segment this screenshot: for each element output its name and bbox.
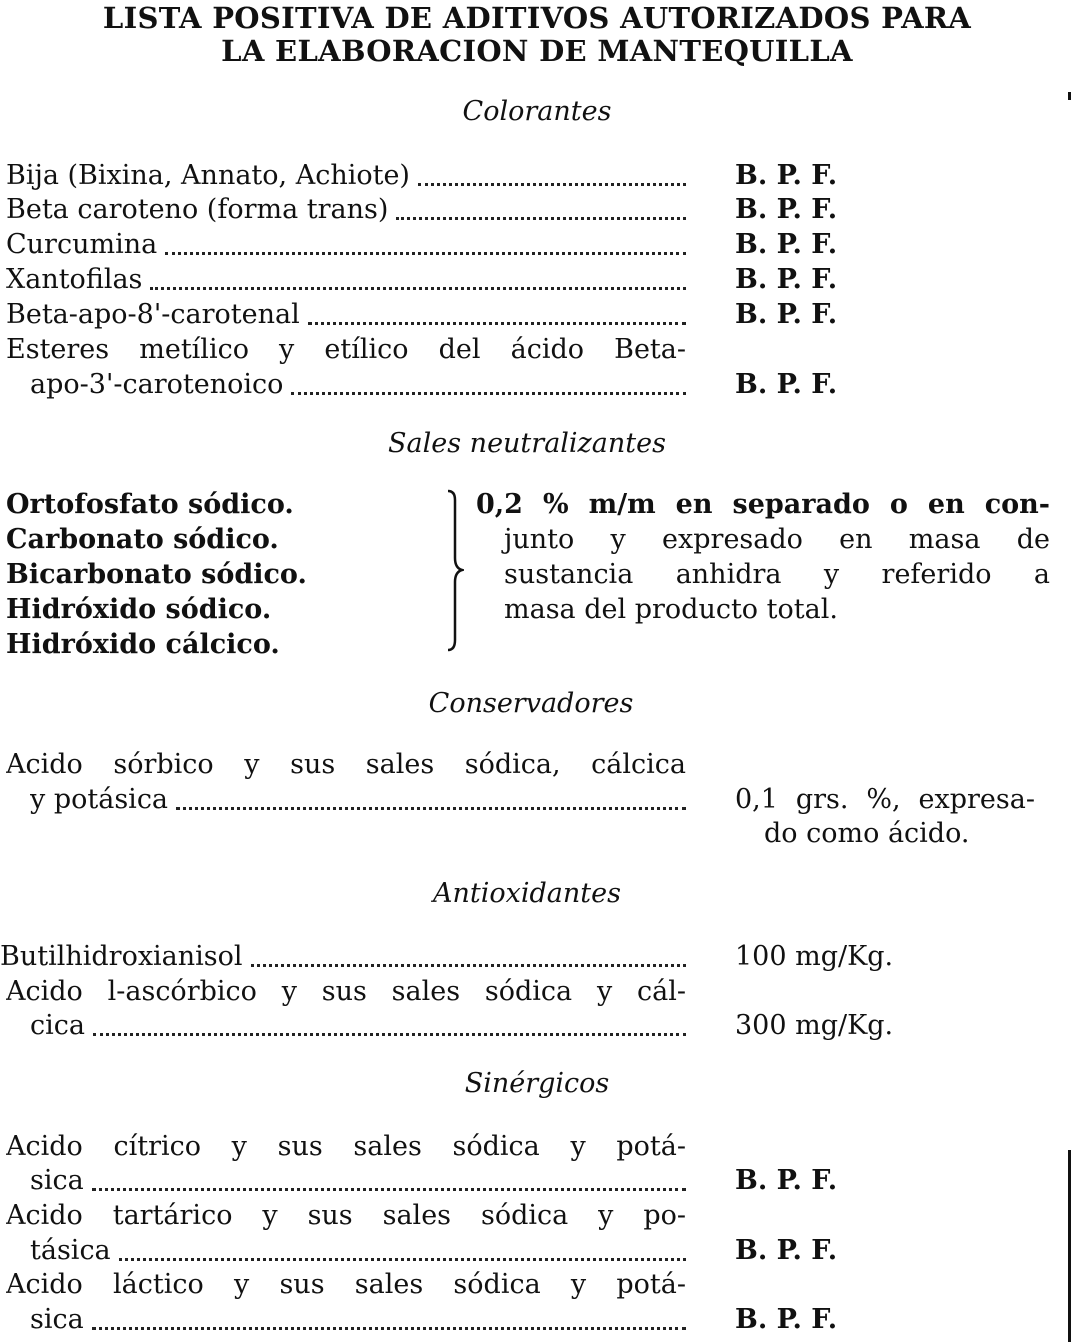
antioxidante-item-1: Butilhidroxianisol <box>0 940 686 974</box>
dot-leader <box>251 964 686 967</box>
salt-item: Hidróxido sódico. <box>6 594 272 625</box>
esteres-line-2: apo-3'-carotenoico <box>30 368 686 402</box>
list-item-colorante: Bija (Bixina, Annato, Achiote) <box>6 159 686 193</box>
list-item-colorante: Xantofilas <box>6 263 686 297</box>
sinergico-item-line-1: Acido cítrico y sus sales sódica y potá- <box>6 1131 686 1162</box>
sinergico-value: B. P. F. <box>735 1304 838 1335</box>
conservador-line-1: Acido sórbico y sus sales sódica, cálcica <box>6 749 686 780</box>
salt-item: Bicarbonato sódico. <box>6 559 307 590</box>
sinergico-item-line-2: tásica <box>30 1234 686 1268</box>
note-line: sustancia anhidra y referido a <box>504 559 1050 590</box>
colorante-value: B. P. F. <box>735 264 838 295</box>
salt-item: Ortofosfato sódico. <box>6 489 294 520</box>
sinergico-item-line-2: sica <box>30 1303 686 1337</box>
conservador-value-line-2: do como ácido. <box>764 818 970 849</box>
sinergico-value: B. P. F. <box>735 1235 838 1266</box>
list-item-colorante: Beta-apo-8'-carotenal <box>6 298 686 332</box>
antioxidante-value-2: 300 mg/Kg. <box>735 1010 894 1041</box>
sinergico-value: B. P. F. <box>735 1165 838 1196</box>
conservador-line-2: y potásica <box>30 783 686 817</box>
title-line-2: LA ELABORACION DE MANTEQUILLA <box>221 34 853 68</box>
colorante-value: B. P. F. <box>735 299 838 330</box>
dot-leader <box>150 287 686 290</box>
sinergico-item-line-2: sica <box>30 1164 686 1198</box>
list-item-colorante: Beta caroteno (forma trans) <box>6 193 686 227</box>
esteres-value: B. P. F. <box>735 369 838 400</box>
title-line-1: LISTA POSITIVA DE ADITIVOS AUTORIZADOS PARA <box>102 1 972 35</box>
document-title <box>0 2 1074 68</box>
list-item-colorante: Curcumina <box>6 228 686 262</box>
section-heading-sinergicos: Sinérgicos <box>464 1068 610 1099</box>
dot-leader <box>308 322 686 325</box>
salt-item: Carbonato sódico. <box>6 524 279 555</box>
colorante-value: B. P. F. <box>735 194 838 225</box>
right-brace <box>440 488 464 653</box>
dot-leader <box>291 392 686 395</box>
dot-leader <box>165 252 686 255</box>
section-heading-antioxidantes: Antioxidantes <box>433 878 621 909</box>
page-edge-mark <box>1068 1150 1071 1342</box>
note-line: masa del producto total. <box>504 594 838 625</box>
salt-item: Hidróxido cálcico. <box>6 629 280 660</box>
colorante-value: B. P. F. <box>735 160 838 191</box>
antioxidante-value-1: 100 mg/Kg. <box>735 941 894 972</box>
dot-leader <box>176 807 686 810</box>
section-heading-conservadores: Conservadores <box>428 688 634 719</box>
dot-leader <box>93 1033 686 1036</box>
antioxidante-item-2-line-1: Acido l-ascórbico y sus sales sódica y cál- <box>6 976 686 1007</box>
dot-leader <box>92 1188 686 1191</box>
sinergico-item-line-1: Acido tartárico y sus sales sódica y po- <box>6 1200 686 1231</box>
dot-leader <box>418 183 686 186</box>
antioxidante-item-2-line-2: cica <box>30 1009 686 1043</box>
esteres-line-1: Esteres metílico y etílico del ácido Beta- <box>6 334 686 365</box>
dot-leader <box>92 1327 686 1330</box>
note-line: junto y expresado en masa de <box>504 524 1050 555</box>
section-heading-colorantes: Colorantes <box>462 96 612 127</box>
colorante-value: B. P. F. <box>735 229 838 260</box>
dot-leader <box>396 217 686 220</box>
conservador-value-line-1: 0,1 grs. %, expresa- <box>735 784 1035 815</box>
note-line: 0,2 % m/m en separado o en con- <box>476 489 1050 520</box>
sinergico-item-line-1: Acido láctico y sus sales sódica y potá- <box>6 1269 686 1300</box>
dot-leader <box>119 1258 686 1261</box>
section-heading-sales: Sales neutralizantes <box>388 428 666 459</box>
page-edge-mark <box>1068 92 1071 100</box>
